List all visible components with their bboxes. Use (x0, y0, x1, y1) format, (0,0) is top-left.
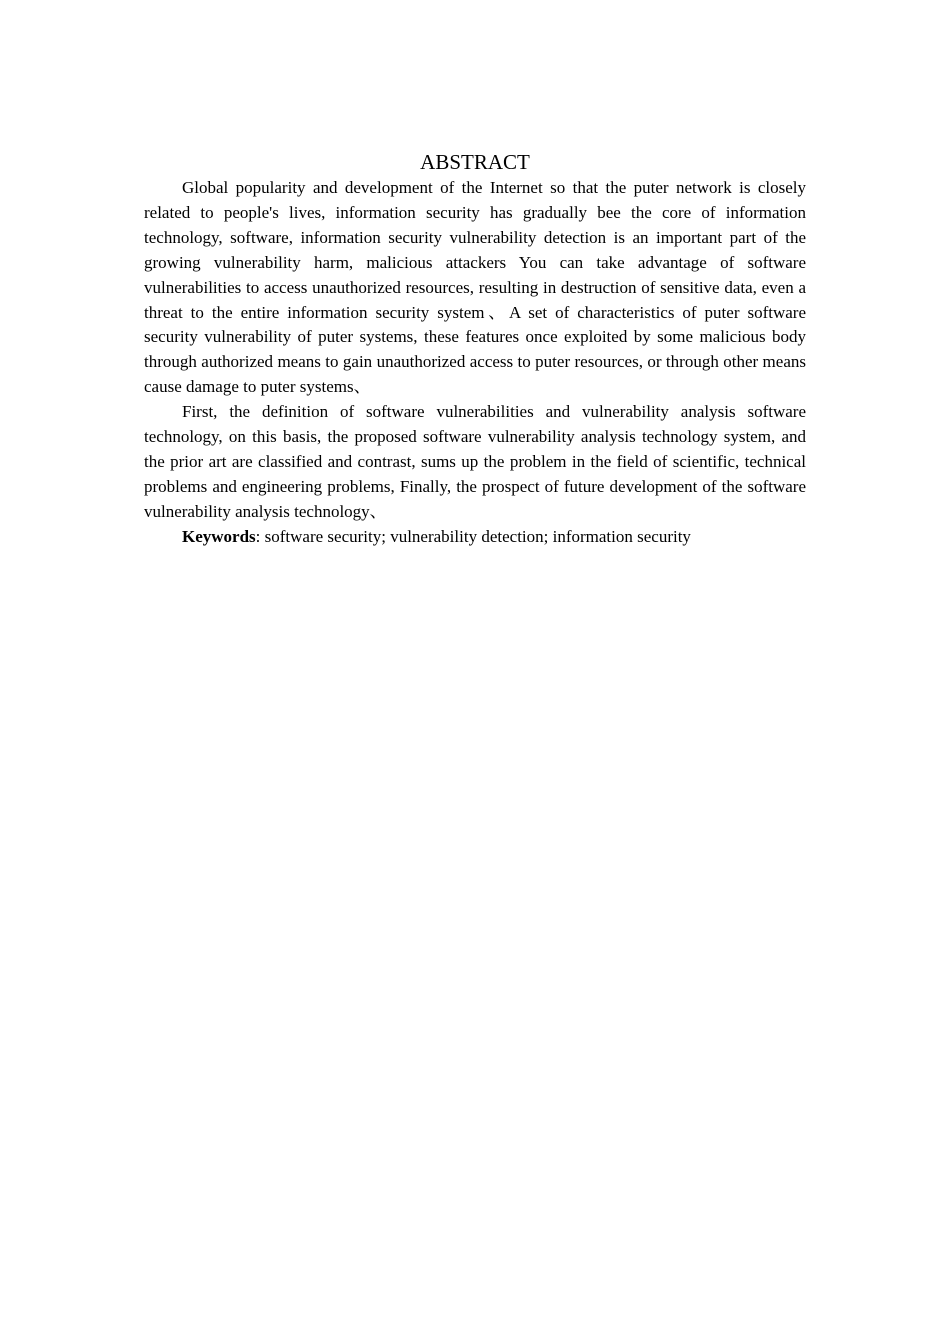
abstract-title: ABSTRACT (420, 150, 530, 174)
keywords-line (144, 525, 806, 550)
keywords-label: Keywords (182, 526, 256, 546)
keywords-text: : software security; vulnerability detection; information security (255, 526, 691, 546)
abstract-paragraph-2: First, the definition of software vulnerabilities and vulnerability analysis software technology, on this basis, the proposed software vulnerability analysis technology system, and the prior art are classified and contrast, sums up the problem in the field of scientific, technical problems and engineering problems, Finally, the prospect of future development of the software vulnerability analysis technology、 (144, 402, 806, 521)
abstract-section (144, 148, 806, 550)
abstract-paragraph-1: Global popularity and development of the Internet so that the puter network is closely related to people's lives, information security has gradually bee the core of information technology, software, information security vulnerability detection is an important part of the growing vulnerability harm, malicious attackers You can take advantage of software vulnerabilities to access unauthorized resources, resulting in destruction of sensitive data, even a threat to the entire information security system、A set of characteristics of puter software security vulnerability of puter systems, these features once exploited by some malicious body through authorized means to gain unauthorized access to puter resources, or through other means cause damage to puter systems、 (144, 178, 806, 397)
